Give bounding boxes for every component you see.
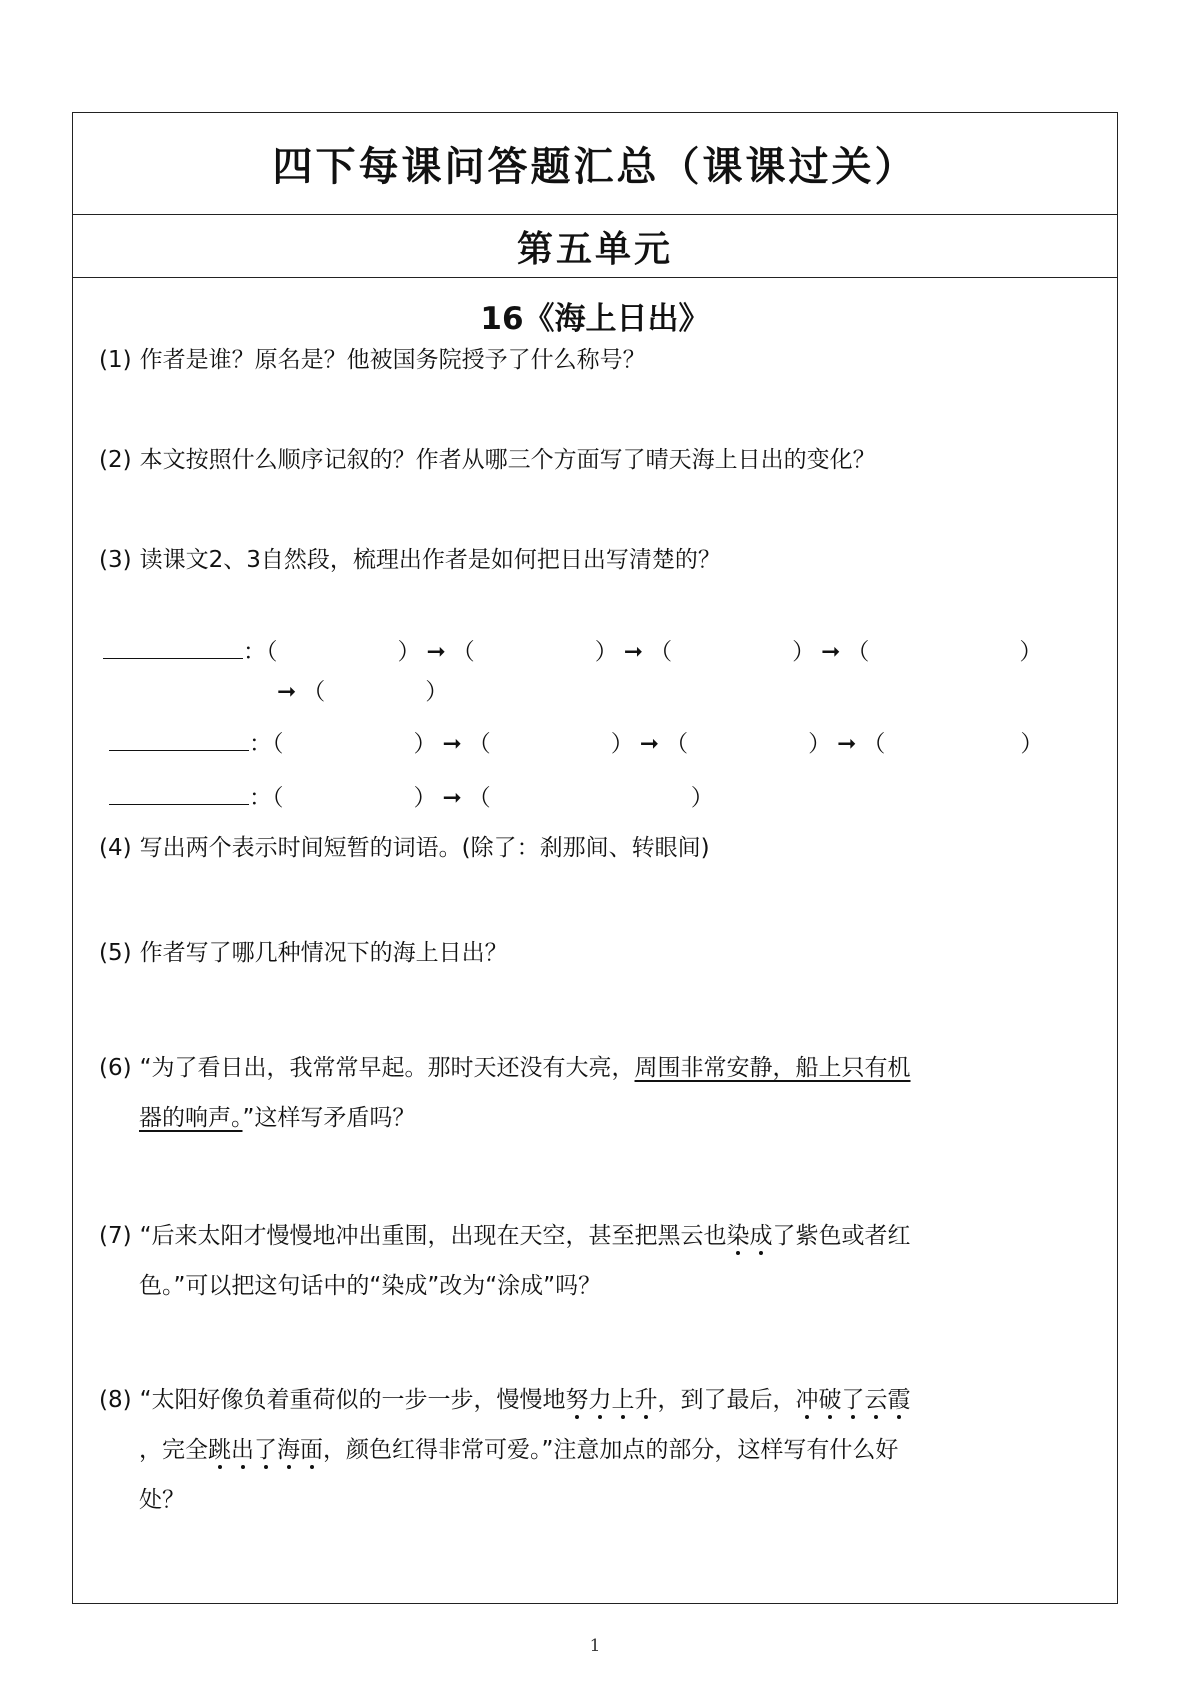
arrow-icon: ➞ xyxy=(837,731,857,757)
page-title: 四下每课问答题汇总（课课过关） xyxy=(272,144,918,190)
open-paren: （ xyxy=(451,639,475,665)
question-text: “为了看日出，我常常早起。那时天还没有大亮， xyxy=(139,1055,635,1081)
fill-in-row-3 xyxy=(109,779,714,812)
dotted-char: 了 xyxy=(254,1437,277,1463)
question-8 xyxy=(99,1375,1099,1525)
underlined-text: 周围非常安静，船上只有机 xyxy=(634,1055,911,1081)
lesson-heading: 16《海上日出》 xyxy=(480,301,710,337)
dotted-char: 出 xyxy=(231,1437,254,1463)
underlined-text: 器的响声。 xyxy=(139,1105,243,1131)
dotted-char: 霞 xyxy=(887,1387,911,1413)
dotted-char: 海 xyxy=(277,1437,300,1463)
question-6 xyxy=(99,1043,1099,1143)
question-text: 写出两个表示时间短暂的词语。(除了：刹那间、转眼间) xyxy=(139,835,710,861)
close-paren: ） xyxy=(808,731,832,757)
arrow-icon: ➞ xyxy=(426,639,446,665)
dotted-char: 升 xyxy=(634,1387,658,1413)
dotted-char: 上 xyxy=(611,1387,635,1413)
dotted-char: 成 xyxy=(749,1223,773,1249)
dotted-char: 染 xyxy=(726,1223,750,1249)
colon: ： xyxy=(249,731,272,757)
question-text: 作者写了哪几种情况下的海上日出？ xyxy=(139,940,508,966)
question-2 xyxy=(99,435,1099,485)
dotted-char: 力 xyxy=(588,1387,612,1413)
arrow-icon: ➞ xyxy=(639,731,660,757)
question-text: ，到了最后， xyxy=(657,1387,796,1413)
question-number: (3) xyxy=(99,547,132,573)
open-paren: （ xyxy=(467,785,491,811)
question-number: (8) xyxy=(99,1387,132,1413)
open-paren: （ xyxy=(862,731,886,757)
question-text: 本文按照什么顺序记叙的？作者从哪三个方面写了晴天海上日出的变化？ xyxy=(139,447,876,473)
open-paren: （ xyxy=(266,639,278,665)
question-text: ”这样写矛盾吗？ xyxy=(242,1105,416,1131)
question-text: ，完全 xyxy=(139,1437,208,1463)
question-7 xyxy=(99,1211,1099,1311)
dotted-char: 努 xyxy=(565,1387,589,1413)
close-paren: ） xyxy=(792,639,816,665)
dotted-char: 面 xyxy=(300,1437,323,1463)
question-text: “太阳好像负着重荷似的一步一步，慢慢地 xyxy=(139,1387,566,1413)
fill-in-row-1b xyxy=(271,673,448,706)
dotted-char: 云 xyxy=(864,1387,888,1413)
dotted-char: 了 xyxy=(841,1387,865,1413)
close-paren: ） xyxy=(413,785,437,811)
dotted-char: 冲 xyxy=(795,1387,819,1413)
close-paren: ） xyxy=(413,731,437,757)
unit-row xyxy=(73,215,1117,278)
open-paren: （ xyxy=(649,639,673,665)
open-paren: （ xyxy=(272,785,284,811)
close-paren: ） xyxy=(690,785,714,811)
close-paren: ） xyxy=(1020,731,1044,757)
open-paren: （ xyxy=(665,731,689,757)
worksheet-frame xyxy=(72,112,1118,1604)
open-paren: （ xyxy=(272,731,284,757)
close-paren: ） xyxy=(425,679,449,705)
open-paren: （ xyxy=(302,679,326,705)
arrow-icon: ➞ xyxy=(442,785,462,811)
answer-blank[interactable] xyxy=(109,730,249,751)
question-text: 读课文2、3自然段，梳理出作者是如何把日出写清楚的？ xyxy=(139,547,721,573)
question-number: (1) xyxy=(99,347,132,373)
close-paren: ） xyxy=(1019,639,1043,665)
dotted-char: 破 xyxy=(818,1387,842,1413)
colon: ： xyxy=(249,785,272,811)
unit-heading: 第五单元 xyxy=(516,228,673,270)
question-1 xyxy=(99,335,1099,385)
answer-blank[interactable] xyxy=(109,784,249,805)
open-paren: （ xyxy=(467,731,491,757)
question-text: 色。”可以把这句话中的“染成”改为“涂成”吗？ xyxy=(139,1273,602,1299)
page-number: 1 xyxy=(589,1636,601,1656)
question-text: 处？ xyxy=(139,1487,185,1513)
question-text: ，颜色红得非常可爱。”注意加点的部分，这样写有什么好 xyxy=(323,1437,899,1463)
question-3 xyxy=(99,535,1099,585)
question-number: (6) xyxy=(99,1055,132,1081)
close-paren: ） xyxy=(397,639,421,665)
answer-blank[interactable] xyxy=(103,638,243,659)
title-row xyxy=(73,113,1117,215)
arrow-icon: ➞ xyxy=(442,731,462,757)
question-number: (7) xyxy=(99,1223,132,1249)
question-text: 作者是谁？原名是？他被国务院授予了什么称号？ xyxy=(139,347,646,373)
close-paren: ） xyxy=(610,731,634,757)
question-5 xyxy=(99,928,1099,978)
open-paren: （ xyxy=(846,639,870,665)
arrow-icon: ➞ xyxy=(277,679,297,705)
colon: ： xyxy=(243,639,266,665)
close-paren: ） xyxy=(594,639,618,665)
dotted-char: 跳 xyxy=(208,1437,231,1463)
fill-in-row-1 xyxy=(103,633,1042,666)
question-text: 了紫色或者红 xyxy=(772,1223,911,1249)
question-text: “后来太阳才慢慢地冲出重围，出现在天空，甚至把黑云也 xyxy=(139,1223,727,1249)
arrow-icon: ➞ xyxy=(623,639,644,665)
question-number: (2) xyxy=(99,447,132,473)
arrow-icon: ➞ xyxy=(821,639,841,665)
question-number: (4) xyxy=(99,835,132,861)
fill-in-row-2 xyxy=(109,725,1043,758)
question-number: (5) xyxy=(99,940,132,966)
question-4 xyxy=(99,823,1099,873)
